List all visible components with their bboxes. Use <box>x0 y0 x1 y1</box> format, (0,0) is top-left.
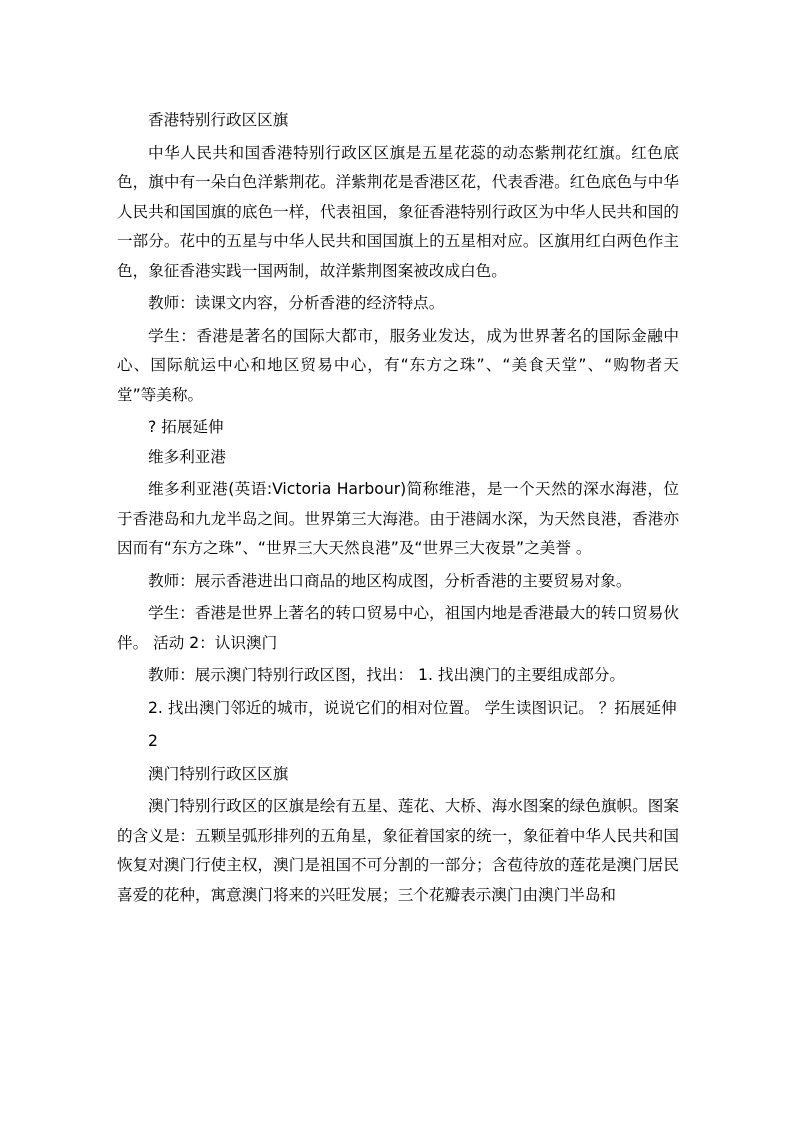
paragraph-hk-flag-description: 中华人民共和国香港特别行政区区旗是五星花蕊的动态紫荆花红旗。红色底色，旗中有一朵白色洋紫荆花。洋紫荆花是香港区花，代表香港。红色底色与中华人民共和国国旗的底色一样，代表祖国，象征香港特别行政区为中华人民共和国的一部分。花中的五星与中华人民共和国国旗上的五星相对应。区旗用红白两色作主色，象征香港实践一国两制，故洋紫荆图案被改成白色。 <box>117 143 679 280</box>
document-body <box>117 106 679 910</box>
paragraph-teacher-hk-economy: 教师：读课文内容，分析香港的经济特点。 <box>148 294 445 312</box>
paragraph-macau-flag-description: 澳门特别行政区的区旗是绘有五星、莲花、大桥、海水图案的绿色旗帜。图案的含义是：五颗呈弧形排列的五角星，象征着国家的统一，象征着中华人民共和国恢复对澳门行使主权，澳门是祖国不可分割的一部分；含苞待放的莲花是澳门居民喜爱的花种，寓意澳门将来的兴旺发展；三个花瓣表示澳门由澳门半岛和 <box>117 797 679 904</box>
paragraph-victoria-harbour: 维多利亚港(英语:Victoria Harbour)简称维港，是一个天然的深水海港，位于香港岛和九龙半岛之间。世界第三大海港。由于港阔水深，为天然良港，香港亦因而有“东方之珠”、“世界三大天然良港”及“世界三大夜景”之美誉 。 <box>117 480 679 557</box>
heading-hk-flag: 香港特别行政区区旗 <box>148 111 289 129</box>
page-number: 2 <box>148 732 158 750</box>
heading-victoria-harbour: 维多利亚港 <box>148 447 226 466</box>
paragraph-macau-neighbors: 2. 找出澳门邻近的城市，说说它们的相对位置。 学生读图识记。 ？拓展延伸 <box>148 698 677 717</box>
paragraph-student-hk-trade: 学生：香港是世界上著名的转口贸易中心，祖国内地是香港最大的转口贸易伙伴。 活动 2：认识澳门 <box>117 604 679 652</box>
paragraph-student-hk-economy: 学生：香港是著名的国际大都市，服务业发达，成为世界著名的国际金融中心、国际航运中心和地区贸易中心，有“东方之珠”、“美食天堂”、“购物者天堂”等美称。 <box>117 326 679 404</box>
heading-extension-1: ? 拓展延伸 <box>148 418 224 436</box>
paragraph-teacher-hk-trade: 教师：展示香港进出口商品的地区构成图，分析香港的主要贸易对象。 <box>148 571 632 590</box>
paragraph-teacher-macau-map: 教师：展示澳门特别行政区图，找出： 1. 找出澳门的主要组成部分。 <box>148 666 626 684</box>
heading-macau-flag: 澳门特别行政区区旗 <box>148 764 289 783</box>
